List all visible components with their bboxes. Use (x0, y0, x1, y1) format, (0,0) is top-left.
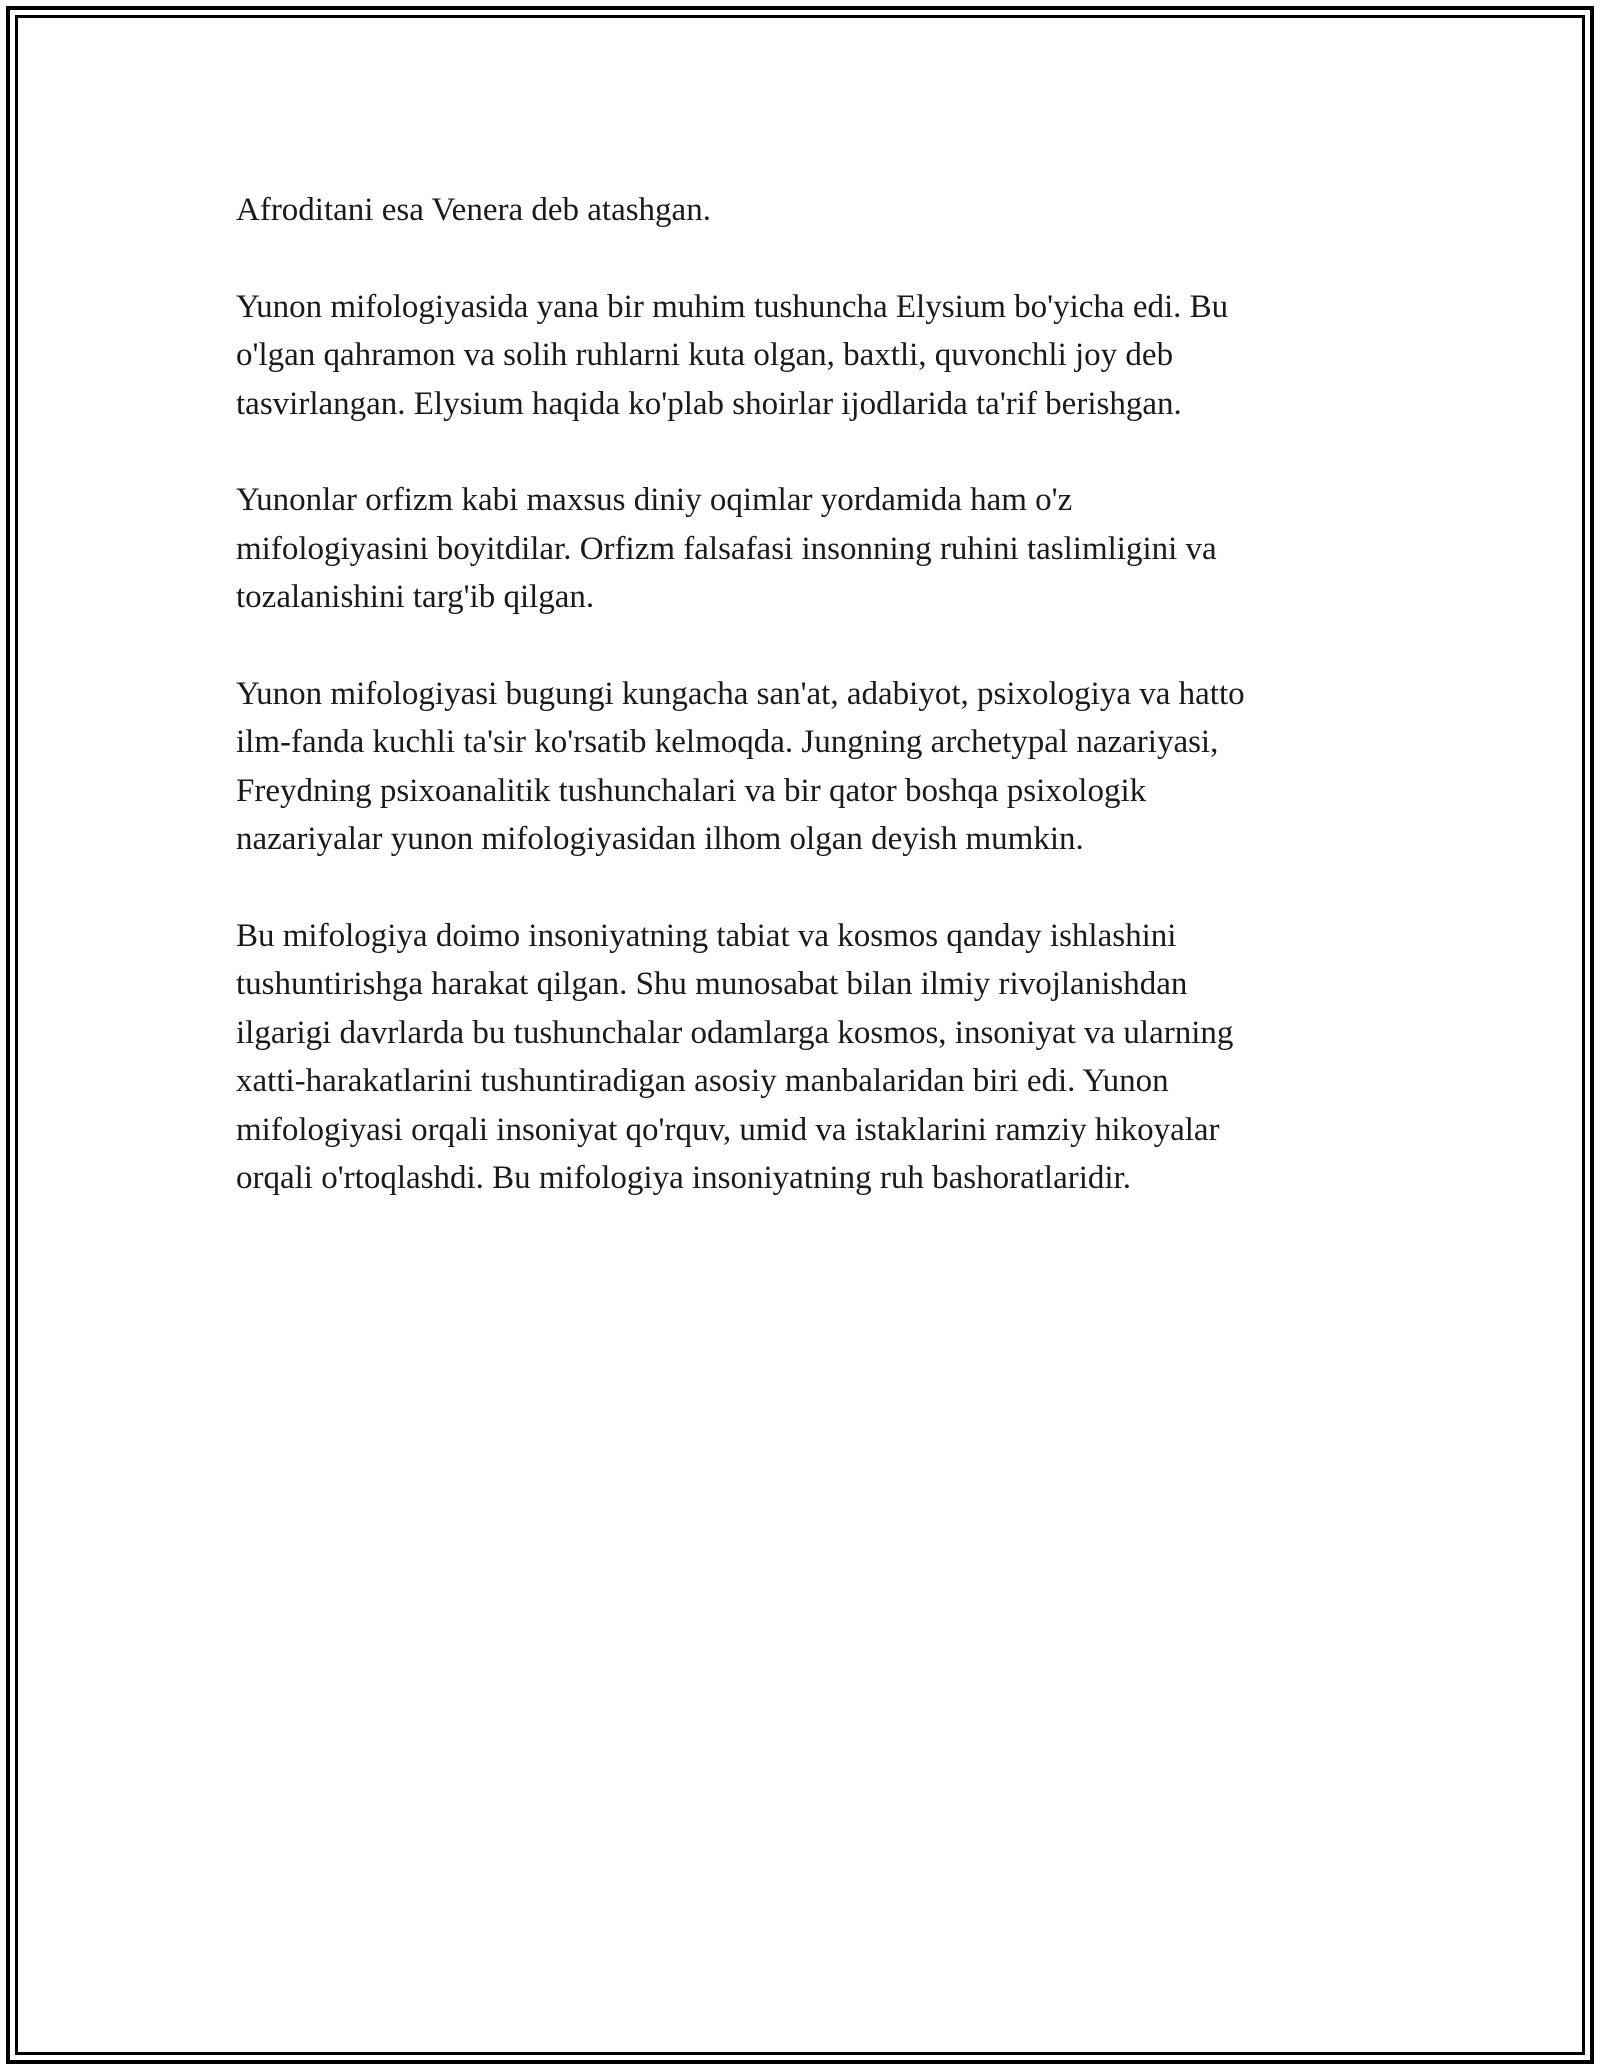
text-line: orqali o'rtoqlashdi. Bu mifologiya insoniyatning ruh bashoratlaridir. (236, 1160, 1131, 1196)
text-line: o'lgan qahramon va solih ruhlarni kuta olgan, baxtli, quvonchli joy deb (236, 337, 1174, 373)
paragraph-5 (236, 912, 1376, 1203)
text-line: mifologiyasi orqali insoniyat qo'rquv, umid va istaklarini ramziy hikoyalar (236, 1111, 1220, 1148)
text-line: tushuntirishga harakat qilgan. Shu munosabat bilan ilmiy rivojlanishdan (236, 966, 1188, 1002)
paragraph-3 (236, 476, 1376, 622)
text-line: tozalanishini targ'ib qilgan. (236, 579, 595, 615)
text-line: Freydning psixoanalitik tushunchalari va bir qator boshqa psixologik (236, 772, 1147, 809)
paragraph-1 (236, 186, 1376, 235)
text-line: ilgarigi davrlarda bu tushunchalar odamlarga kosmos, insoniyat va ularning (236, 1014, 1234, 1051)
text-line: Bu mifologiya doimo insoniyatning tabiat va kosmos qanday ishlashini (236, 917, 1177, 954)
text-line: Yunon mifologiyasi bugungi kungacha san'at, adabiyot, psixologiya va hatto (236, 675, 1245, 712)
paragraph-2 (236, 283, 1376, 429)
text-line: Afroditani esa Venera deb atashgan. (236, 192, 711, 228)
text-line: Yunon mifologiyasida yana bir muhim tushuncha Elysium bo'yicha edi. Bu (236, 288, 1229, 325)
text-line: ilm-fanda kuchli ta'sir ko'rsatib kelmoqda. Jungning archetypal nazariyasi, (236, 724, 1219, 760)
text-line: xatti-harakatlarini tushuntiradigan asosiy manbalaridan biri edi. Yunon (236, 1063, 1169, 1099)
text-line: mifologiyasini boyitdilar. Orfizm falsafasi insonning ruhini taslimligini va (236, 530, 1217, 567)
text-line: tasvirlangan. Elysium haqida ko'plab shoirlar ijodlarida ta'rif berishgan. (236, 385, 1182, 422)
text-line: nazariyalar yunon mifologiyasidan ilhom olgan deyish mumkin. (236, 821, 1084, 857)
document-body (236, 186, 1376, 1251)
text-line: Yunonlar orfizm kabi maxsus diniy oqimlar yordamida ham o'z (236, 482, 1073, 518)
paragraph-4 (236, 670, 1376, 864)
